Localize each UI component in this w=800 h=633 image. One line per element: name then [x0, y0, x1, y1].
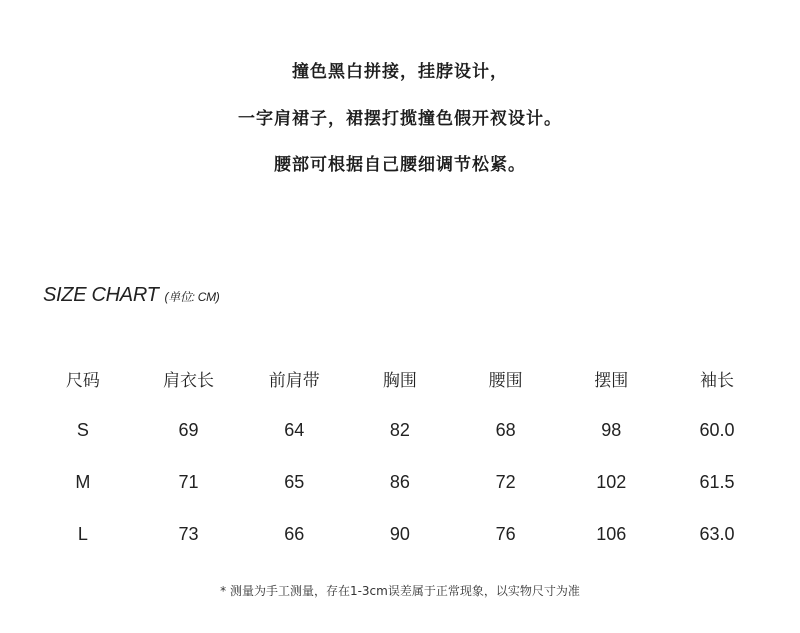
table-cell: 86 [389, 471, 410, 492]
size-table-header-row [30, 352, 770, 404]
table-cell: 102 [596, 471, 627, 492]
header-cell-hem: 摆围 [594, 370, 629, 391]
table-cell: 72 [495, 471, 516, 492]
header-cell-size: 尺码 [65, 370, 100, 391]
table-cell: 73 [178, 523, 199, 544]
size-table [30, 352, 770, 560]
table-cell: 64 [284, 419, 305, 440]
table-cell: 76 [495, 523, 516, 544]
table-cell: L [77, 523, 88, 544]
header-cell-waist: 腰围 [488, 370, 523, 391]
table-cell: 98 [601, 419, 622, 440]
table-cell: 90 [389, 523, 410, 544]
table-cell: 82 [389, 419, 410, 440]
description-line-2: 一字肩裙子，裙摆打揽撞色假开衩设计。 [238, 109, 562, 129]
table-cell: 66 [284, 523, 305, 544]
table-cell: S [76, 419, 89, 440]
table-cell: 69 [178, 419, 199, 440]
table-cell: 61.5 [699, 471, 735, 492]
table-row [30, 404, 770, 456]
description-line-1: 撞色黑白拼接，挂脖设计， [292, 62, 508, 82]
table-cell: M [75, 471, 91, 492]
size-chart-title: SIZE CHART [43, 284, 159, 306]
table-cell: 106 [596, 523, 627, 544]
table-cell: 60.0 [699, 419, 735, 440]
table-cell: 68 [495, 419, 516, 440]
size-chart-unit: (单位: CM) [164, 290, 220, 304]
table-row [30, 508, 770, 560]
table-cell: 63.0 [699, 523, 735, 544]
table-row [30, 456, 770, 508]
size-chart-heading [43, 284, 219, 307]
header-cell-sleeve: 袖长 [699, 370, 734, 391]
measurement-footnote: * 测量为手工测量，存在1-3cm误差属于正常现象，以实物尺寸为准 [220, 584, 580, 598]
description-line-3: 腰部可根据自己腰细调节松紧。 [274, 155, 526, 175]
header-cell-bust: 胸围 [382, 370, 417, 391]
header-cell-length: 肩衣长 [163, 370, 215, 391]
header-cell-front-strap: 前肩带 [268, 370, 320, 391]
table-cell: 65 [284, 471, 305, 492]
table-cell: 71 [178, 471, 199, 492]
